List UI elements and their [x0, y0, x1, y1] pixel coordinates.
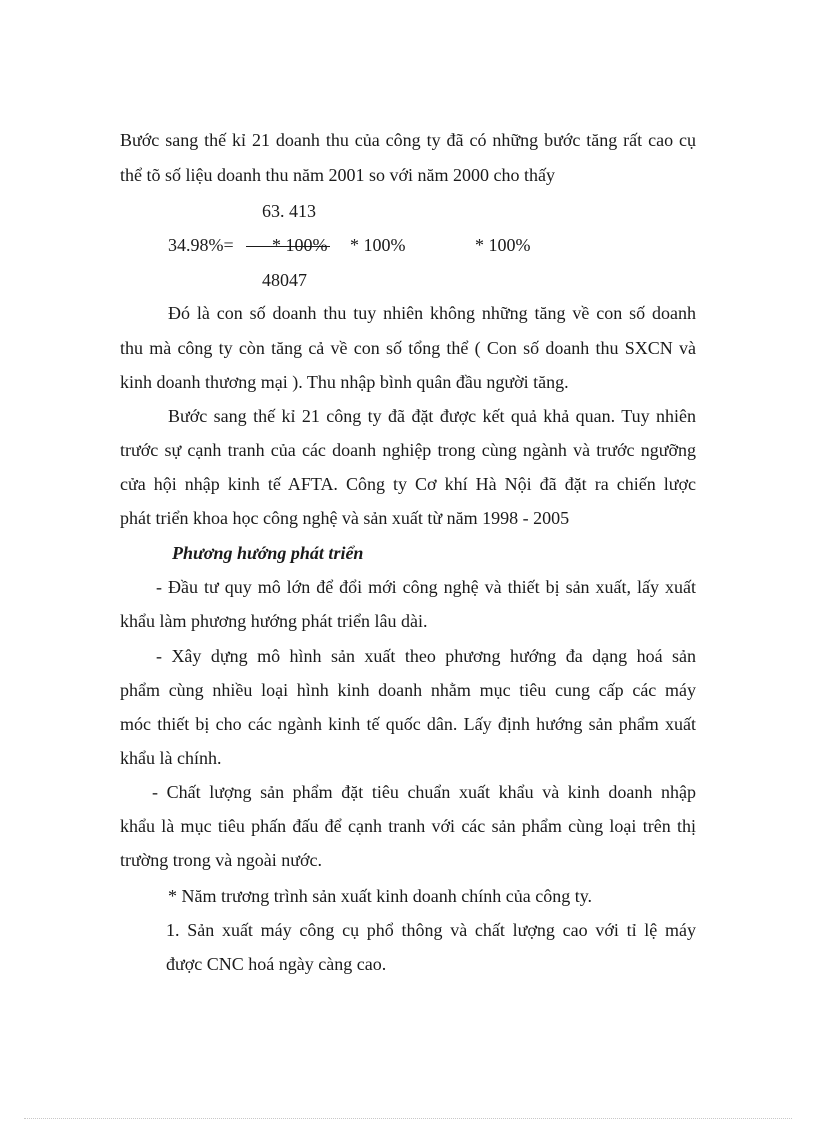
program1-line-2: được CNC hoá ngày càng cao. — [166, 954, 387, 974]
para1-line-3: kinh doanh thương mại ). Thu nhập bình quân đầu người tăng. — [120, 372, 569, 392]
bullet2-line-2: phẩm cùng nhiều loại hình kinh doanh nhằm mục tiêu cung cấp các máy — [120, 680, 696, 700]
bullet2-line-3: móc thiết bị cho các ngành kinh tế quốc dân. Lấy định hướng sản phẩm xuất — [120, 714, 696, 734]
formula-denominator: 48047 — [262, 270, 307, 290]
para2-line-3: cửa hội nhập kinh tế AFTA. Công ty Cơ khí Hà Nội đã đặt ra chiến lược — [120, 474, 696, 494]
formula-term-3: * 100% — [475, 235, 531, 255]
section-heading: Phương hướng phát triển — [172, 543, 364, 563]
formula-term-2: * 100% — [350, 235, 406, 255]
formula-lhs: 34.98%= — [168, 235, 234, 255]
formula-term-1: * 100% — [272, 235, 328, 255]
para1-line-1: Đó là con số doanh thu tuy nhiên không những tăng về con số doanh — [168, 303, 696, 323]
intro-line-2: thể tõ số liệu doanh thu năm 2001 so với năm 2000 cho thấy — [120, 165, 555, 185]
intro-line-1: Bước sang thế kỉ 21 doanh thu của công ty đã có những bước tăng rất cao cụ — [120, 130, 696, 150]
page-bottom-rule — [24, 1118, 792, 1119]
para2-line-2: trước sự cạnh tranh của các doanh nghiệp trong cùng ngành và trước ngưỡng — [120, 440, 696, 460]
bullet3-line-1: - Chất lượng sản phẩm đặt tiêu chuẩn xuất khẩu và kinh doanh nhập — [152, 782, 696, 802]
bullet3-line-3: trường trong và ngoài nước. — [120, 850, 323, 870]
para1-line-2: thu mà công ty còn tăng cả về con số tổng thể ( Con số doanh thu SXCN và — [120, 338, 696, 358]
para2-line-1: Bước sang thế kỉ 21 công ty đã đặt được kết quả khả quan. Tuy nhiên — [168, 406, 696, 426]
bullet2-line-1: - Xây dựng mô hình sản xuất theo phương hướng đa dạng hoá sản — [156, 646, 696, 666]
program1-line-1: 1. Sản xuất máy công cụ phổ thông và chất lượng cao với tỉ lệ máy — [166, 920, 696, 940]
programs-heading: * Năm trương trình sản xuất kinh doanh chính của công ty. — [168, 886, 593, 906]
bullet2-line-4: khẩu là chính. — [120, 748, 222, 768]
bullet1-line-1: - Đầu tư quy mô lớn để đổi mới công nghệ và thiết bị sản xuất, lấy xuất — [156, 577, 696, 597]
para2-line-4: phát triển khoa học công nghệ và sản xuất từ năm 1998 - 2005 — [120, 508, 570, 528]
bullet3-line-2: khẩu là mục tiêu phấn đấu để cạnh tranh với các sản phẩm cùng loại trên thị — [120, 816, 696, 836]
formula-numerator: 63. 413 — [262, 201, 316, 221]
bullet1-line-2: khẩu làm phương hướng phát triển lâu dài. — [120, 611, 428, 631]
